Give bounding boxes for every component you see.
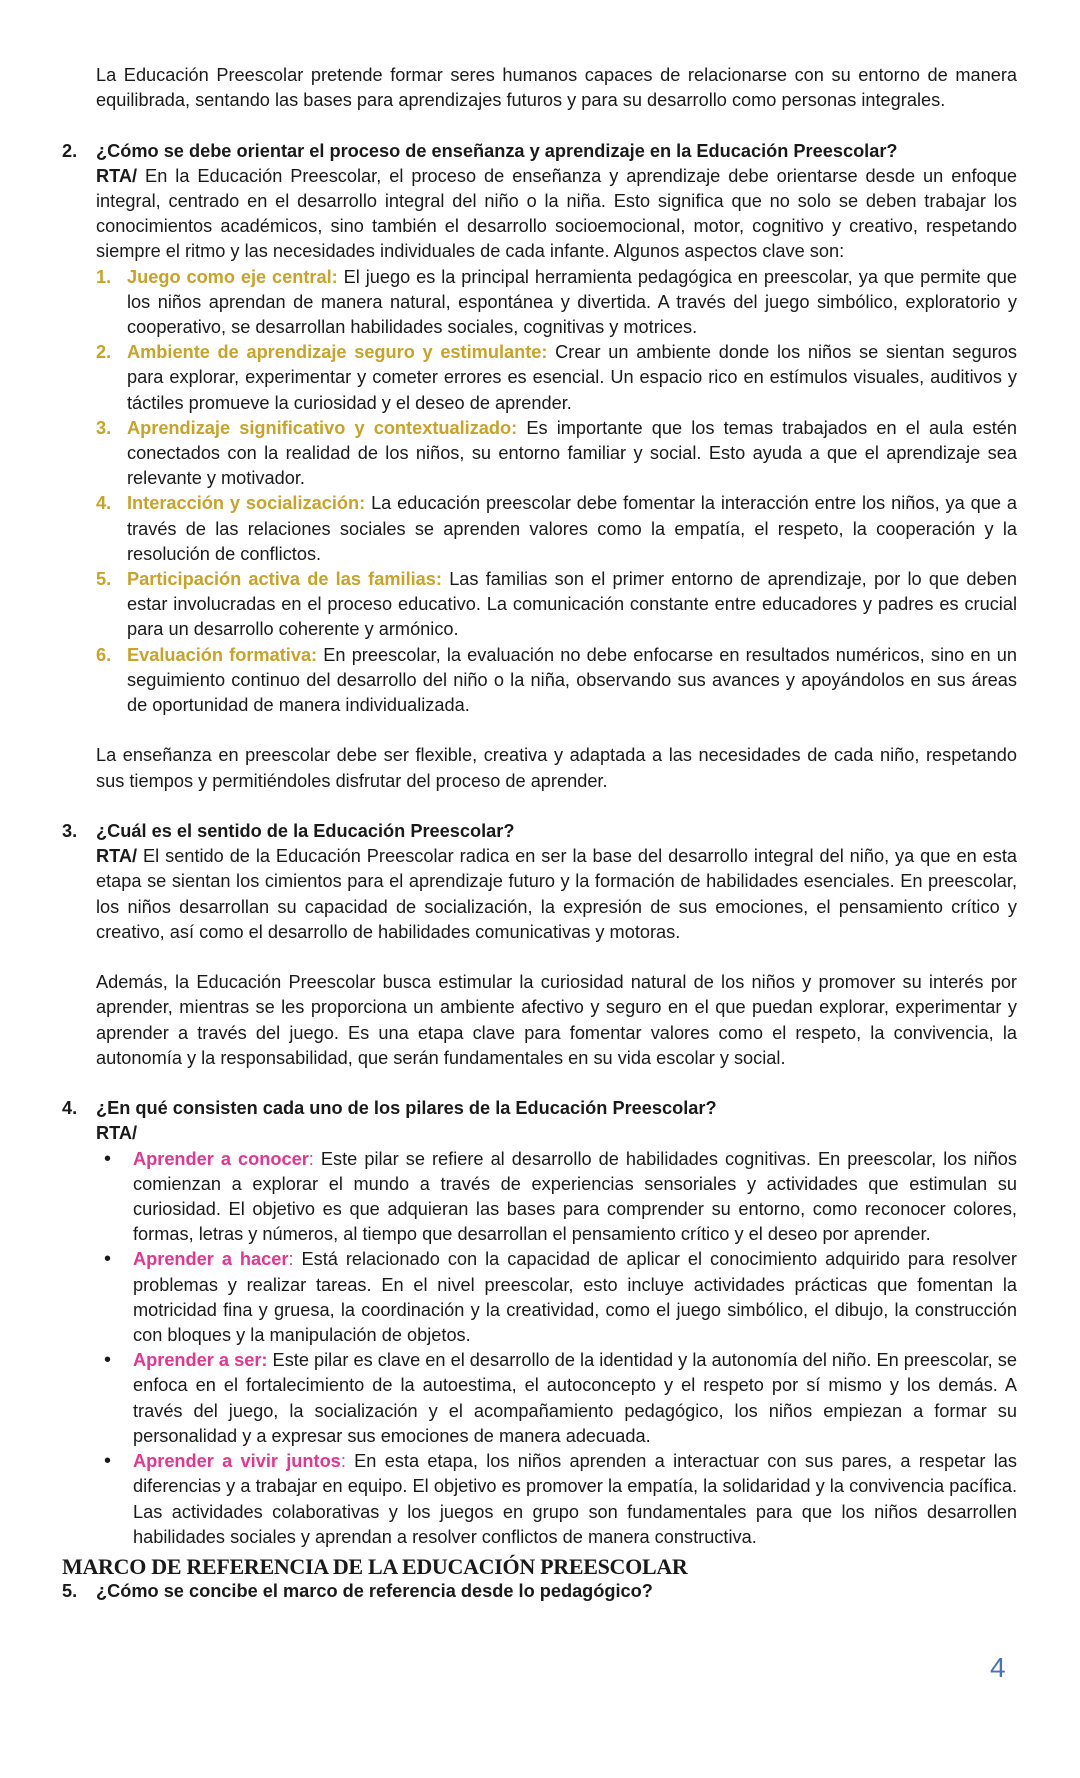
question-4: 4. ¿En qué consisten cada uno de los pilares de la Educación Preescolar? — [62, 1098, 717, 1119]
page-number: 4 — [990, 1652, 1006, 1683]
pillar-label: Aprender a vivir juntos — [133, 1451, 341, 1472]
document-page — [62, 63, 1017, 1604]
item-text: La educación preescolar debe fomentar la interacción entre los niños, ya que a través de las relaciones sociales se aprenden valores como la empatía, el respeto, la cooperación y la resolución de conflictos. — [127, 493, 1017, 564]
answer-3: RTA/ El sentido de la Educación Preescolar radica en ser la base del desarrollo integral del niño, ya que en esta etapa se sientan los cimientos para el aprendizaje futuro y la formación de habilidades esenciales. En preescolar, los niños desarrollan su capacidad de socialización, la expresión de sus emociones, el pensamiento crítico y creativo, así como el desarrollo de habilidades comunicativas y motoras. — [96, 846, 1017, 942]
item-text: Crear un ambiente donde los niños se sientan seguros para explorar, experimentar y cometer errores es esencial. Un espacio rico en estímulos visuales, auditivos y táctiles promueve la curiosidad y el deseo de aprender. — [127, 342, 1017, 413]
item-text: Es importante que los temas trabajados en el aula estén conectados con la realidad de los niños, su entorno familiar y social. Esto ayuda a que el aprendizaje sea relevante y motivador. — [127, 417, 1017, 489]
section-heading: MARCO DE REFERENCIA DE LA EDUCACIÓN PREESCOLAR — [62, 1553, 688, 1579]
list-item — [96, 265, 1017, 341]
list-item — [96, 340, 1017, 416]
item-text: El juego es la principal herramienta pedagógica en preescolar, ya que permite que los niños aprendan de manera natural, espontánea y divertida. A través del juego simbólico, exploratorio y cooperativo, se desarrollan habilidades sociales, cognitivas y motrices. — [127, 266, 1017, 338]
question-5: 5. ¿Cómo se concibe el marco de referencia desde lo pedagógico? — [62, 1580, 653, 1601]
item-text: En preescolar, la evaluación no debe enfocarse en resultados numéricos, sino en un seguimiento continuo del desarrollo del niño o la niña, observando sus avances y apoyándolos en sus áreas de oportunidad de manera individualizada. — [127, 644, 1017, 716]
item-number: 2. — [96, 342, 112, 363]
bullet-item — [96, 1348, 1017, 1449]
answer-3-paragraph-2: Además, la Educación Preescolar busca estimular la curiosidad natural de los niños y promover su interés por aprender, mientras se les proporciona un ambiente afectivo y seguro en el que puedan explorar, experimentar y aprender a través del juego. Es una etapa clave para fomentar valores como el respeto, la convivencia, la autonomía y la responsabilidad, que serán fundamentales en su vida escolar y social. — [96, 972, 1017, 1068]
question-2: 2. ¿Cómo se debe orientar el proceso de enseñanza y aprendizaje en la Educación Preescolar? — [62, 140, 898, 161]
pillar-label: Aprender a ser: — [133, 1350, 268, 1371]
answer-4-label: RTA/ — [96, 1123, 138, 1144]
item-label: Evaluación formativa: — [127, 644, 318, 665]
answer-2: RTA/ En la Educación Preescolar, el proceso de enseñanza y aprendizaje debe orientarse desde un enfoque integral, centrado en el desarrollo integral del niño o la niña. Esto significa que no solo se deben trabajar los conocimientos académicos, sino también el desarrollo socioemocional, motor, cognitivo y creativo, respetando siempre el ritmo y las necesidades individuales de cada infante. Algunos aspectos clave son: — [96, 165, 1017, 262]
list-item — [96, 416, 1017, 492]
pillar-text: Este pilar se refiere al desarrollo de habilidades cognitivas. En preescolar, los niños comienzan a explorar el mundo a través de experiencias sensoriales y actividades que estimulan su curiosidad. El objetivo es que adquieran las bases para comprender su entorno, como reconocer colores, formas, letras y números, al tiempo que desarrollan el pensamiento crítico y el deseo por aprender. — [133, 1148, 1017, 1245]
item-label: Aprendizaje significativo y contextualizado: — [127, 417, 518, 438]
item-label: Participación activa de las familias: — [127, 569, 442, 590]
bullet-item: • Aprender a vivir juntos: En esta etapa, los niños aprenden a interactuar con sus pares, a respetar las diferencias y a trabajar en equipo. El objetivo es promover la empatía, la solidaridad y la convivencia pacífica. Las actividades colaborativas y los juegos en grupo son fundamentales para que los niños desarrollen habilidades sociales y aprendan a resolver conflictos de manera constructiva. — [96, 1449, 1017, 1550]
bullet-icon: • — [104, 1349, 112, 1372]
item-label: Juego como eje central: — [127, 266, 338, 287]
item-number: 5. — [96, 569, 112, 590]
item-label: Interacción y socialización: — [127, 493, 366, 514]
item-number: 6. — [96, 644, 112, 665]
pillar-text: Está relacionado con la capacidad de aplicar el conocimiento adquirido para resolver problemas y realizar tareas. En el nivel preescolar, esto incluye actividades prácticas que fomentan la motricidad fina y gruesa, la coordinación y la creatividad, como el juego simbólico, el dibujo, la construcción con bloques y la manipulación de objetos. — [133, 1249, 1017, 1346]
pillar-text: Este pilar es clave en el desarrollo de la identidad y la autonomía del niño. En preescolar, se enfoca en el fortalecimiento de la autoestima, el autoconcepto y el respeto por sí mismo y los demás. A través del juego, la socialización y el acompañamiento pedagógico, los niños empiezan a formar su personalidad y a expresar sus emociones de manera adecuada. — [133, 1350, 1018, 1446]
bullet-icon: • — [104, 1248, 112, 1271]
bullet-item: • Aprender a hacer: Está relacionado con la capacidad de aplicar el conocimiento adquirido para resolver problemas y realizar tareas. En el nivel preescolar, esto incluye actividades prácticas que fomentan la motricidad fina y gruesa, la coordinación y la creatividad, como el juego simbólico, el dibujo, la construcción con bloques y la manipulación de objetos. — [96, 1247, 1017, 1348]
bullet-item: • Aprender a conocer: Este pilar se refiere al desarrollo de habilidades cognitivas. En preescolar, los niños comienzan a explorar el mundo a través de experiencias sensoriales y actividades que estimulan su curiosidad. El objetivo es que adquieran las bases para comprender su entorno, como reconocer colores, formas, letras y números, al tiempo que desarrollan el pensamiento crítico y el deseo por aprender. — [96, 1147, 1017, 1248]
pillar-label: Aprender a conocer — [133, 1148, 309, 1169]
list-item — [96, 491, 1017, 567]
list-item — [96, 567, 1017, 643]
item-label: Ambiente de aprendizaje seguro y estimulante: — [127, 342, 548, 363]
bullet-icon: • — [104, 1450, 112, 1473]
bullet-icon: • — [104, 1147, 112, 1170]
pillar-text: En esta etapa, los niños aprenden a interactuar con sus pares, a respetar las diferencias y a trabajar en equipo. El objetivo es promover la empatía, la solidaridad y la convivencia pacífica. Las actividades colaborativas y los juegos en grupo son fundamentales para que los niños desarrollen habilidades sociales y aprendan a resolver conflictos de manera constructiva. — [133, 1451, 1018, 1547]
item-number: 1. — [96, 266, 112, 287]
intro-paragraph: La Educación Preescolar pretende formar seres humanos capaces de relacionarse con su entorno de manera equilibrada, sentando las bases para aprendizajes futuros y para su desarrollo como personas integrales. — [96, 65, 1017, 111]
item-number: 4. — [96, 493, 112, 514]
list-item — [96, 643, 1017, 719]
pillar-label: Aprender a hacer — [133, 1249, 289, 1270]
answer-2-closing: La enseñanza en preescolar debe ser flexible, creativa y adaptada a las necesidades de cada niño, respetando sus tiempos y permitiéndoles disfrutar del proceso de aprender. — [96, 745, 1017, 791]
item-text: Las familias son el primer entorno de aprendizaje, por lo que deben estar involucradas en el proceso educativo. La comunicación constante entre educadores y padres es crucial para un desarrollo coherente y armónico. — [127, 569, 1017, 640]
item-number: 3. — [96, 417, 112, 438]
question-3: 3. ¿Cuál es el sentido de la Educación Preescolar? — [62, 821, 515, 842]
